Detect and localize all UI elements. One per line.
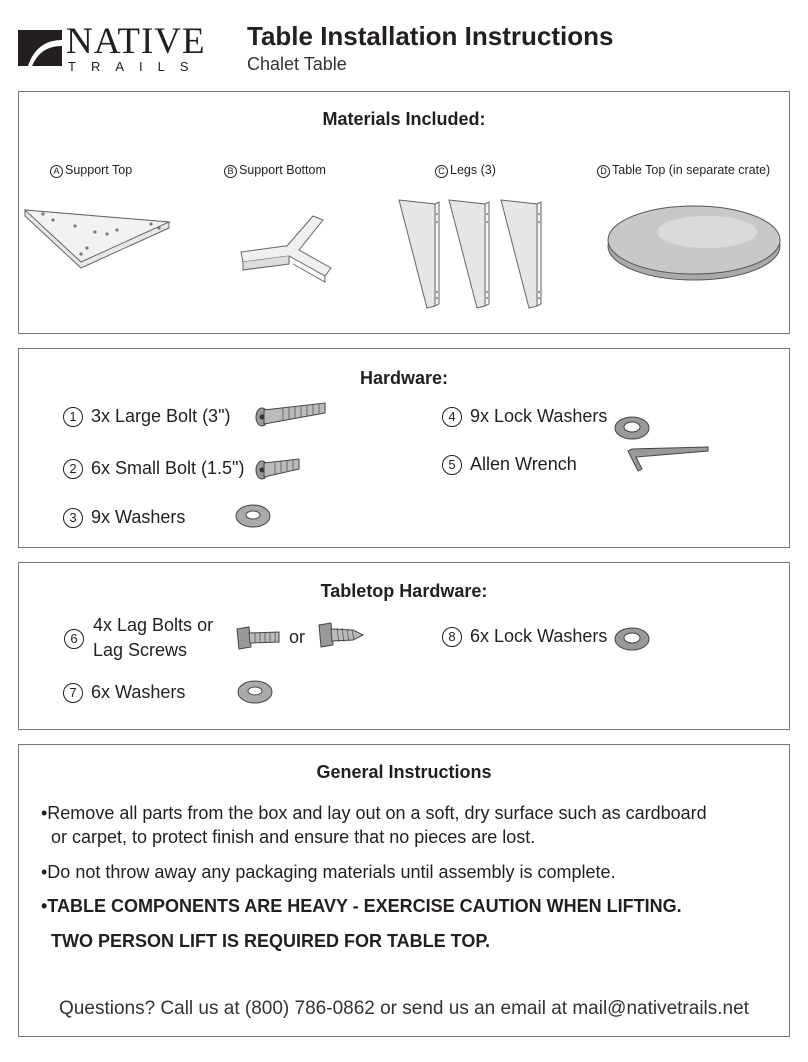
letter-badge: A	[50, 165, 63, 178]
warning-text: •TABLE COMPONENTS ARE HEAVY - EXERCISE CAUTION WHEN LIFTING.	[41, 896, 682, 916]
hardware-item-3	[63, 506, 185, 528]
material-label-a	[50, 163, 132, 178]
or-text: or	[289, 627, 306, 647]
page-subtitle: Chalet Table	[247, 54, 347, 74]
hardware-item-5	[442, 453, 577, 475]
logo-wordmark: NATIVE	[66, 21, 206, 62]
logo-mark-icon	[18, 26, 62, 70]
number-badge: 4	[442, 407, 462, 427]
general-instructions-section	[18, 744, 790, 1037]
hardware-item-1	[63, 405, 230, 427]
hardware-label: Allen Wrench	[470, 454, 577, 474]
letter-badge: B	[224, 165, 237, 178]
lag-screw-icon	[317, 621, 365, 649]
table-top-illustration	[607, 202, 782, 282]
support-bottom-illustration	[237, 212, 337, 282]
hardware-section	[18, 348, 790, 548]
instruction-3-line2	[51, 929, 490, 953]
allen-wrench-icon	[624, 447, 710, 475]
number-badge: 7	[63, 683, 83, 703]
washer-icon	[237, 680, 273, 704]
material-label-c	[435, 163, 496, 178]
hardware-heading: Hardware:	[359, 368, 449, 388]
hardware-item-2	[63, 457, 244, 479]
number-badge: 1	[63, 407, 83, 427]
number-badge: 6	[64, 629, 84, 649]
large-bolt-icon	[253, 401, 327, 429]
warning-text: TWO PERSON LIFT IS REQUIRED FOR TABLE TOP.	[51, 931, 491, 951]
material-name: Table Top (in separate crate)	[612, 163, 771, 177]
number-badge: 8	[442, 627, 462, 647]
material-label-d	[597, 163, 770, 178]
support-top-illustration	[23, 204, 173, 274]
general-heading: General Instructions	[316, 762, 492, 782]
instruction-1-line1: •Remove all parts from the box and lay out on a soft, dry surface such as cardboard	[41, 803, 707, 823]
washer-icon	[235, 504, 271, 528]
materials-section	[18, 91, 790, 334]
material-name: Support Bottom	[239, 163, 326, 177]
hardware-label: 3x Large Bolt (3")	[91, 406, 231, 426]
hardware-label: 6x Small Bolt (1.5")	[91, 458, 245, 478]
material-label-b	[224, 163, 326, 178]
tabletop-item-8	[442, 625, 607, 647]
instruction-3-line1	[41, 894, 682, 918]
hardware-label: 6x Washers	[91, 682, 186, 702]
hardware-label: 9x Washers	[91, 507, 186, 527]
instruction-1-line2: or carpet, to protect finish and ensure that no pieces are lost.	[51, 827, 536, 847]
legs-illustration	[397, 196, 557, 311]
instruction-2: •Do not throw away any packaging materials until assembly is complete.	[41, 862, 616, 882]
lock-washer-icon	[614, 626, 650, 652]
materials-heading: Materials Included:	[322, 109, 486, 129]
hardware-label: 6x Lock Washers	[470, 626, 608, 646]
tabletop-item-6-line1: 4x Lag Bolts or	[93, 615, 214, 635]
hardware-label: 9x Lock Washers	[470, 406, 608, 426]
number-badge: 2	[63, 459, 83, 479]
lock-washer-icon	[614, 415, 650, 441]
letter-badge: D	[597, 165, 610, 178]
small-bolt-icon	[253, 455, 301, 481]
logo-subtitle: TRAILS	[68, 59, 204, 74]
tabletop-heading: Tabletop Hardware:	[320, 581, 488, 601]
lag-bolt-icon	[235, 625, 281, 651]
tabletop-item-7	[63, 681, 185, 703]
letter-badge: C	[435, 165, 448, 178]
number-badge: 3	[63, 508, 83, 528]
material-name: Legs (3)	[450, 163, 496, 177]
page-title: Table Installation Instructions	[247, 21, 614, 51]
logo	[18, 22, 208, 74]
number-badge: 5	[442, 455, 462, 475]
tabletop-item-6-line2: Lag Screws	[93, 640, 188, 660]
contact-footer: Questions? Call us at (800) 786-0862 or send us an email at mail@nativetrails.net	[59, 998, 749, 1019]
tabletop-hardware-section	[18, 562, 790, 730]
hardware-item-4	[442, 405, 607, 427]
material-name: Support Top	[65, 163, 133, 177]
